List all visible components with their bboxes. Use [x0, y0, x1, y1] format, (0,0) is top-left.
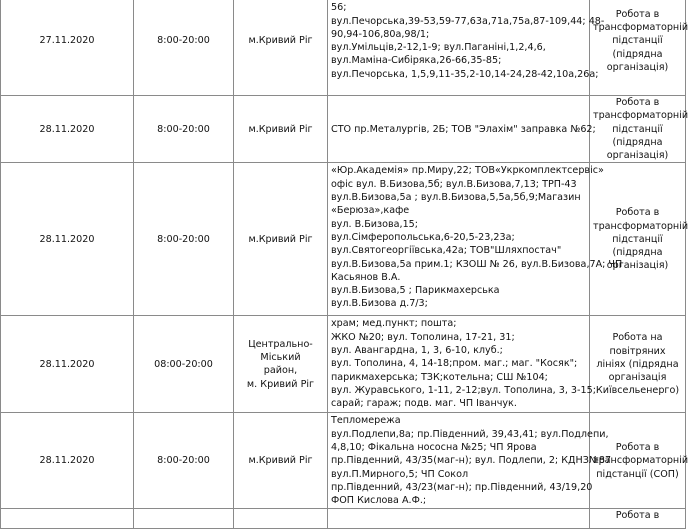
address-line: вул.П.Мирного,5; ЧП Сокол	[331, 468, 469, 480]
city-line: район,	[263, 365, 298, 377]
address-line: 90,94-106,80а,98/1;	[331, 28, 430, 40]
address-cell	[328, 509, 590, 529]
reason-line: трансформаторній	[593, 22, 688, 34]
reason-line: організація)	[606, 150, 669, 162]
time-cell	[134, 509, 234, 529]
address-line: пр.Південний, 43/35(маг-н); вул. Подлепи, 2; КДНЗ№87	[331, 455, 612, 467]
reason-line: організація)	[606, 260, 669, 272]
reason-line: Робота в	[615, 8, 660, 20]
address-line: вул.Подлепи,8а; пр.Південний, 39,43,41; вул.Подлепи,	[331, 428, 609, 440]
address-line: вул.Печорська, 1,5,9,11-35,2-10,14-24,28-42,10а,26а;	[331, 68, 599, 80]
time-cell: 8:00-20:00	[134, 96, 234, 163]
reason-cell	[590, 316, 686, 413]
table-row	[1, 316, 686, 413]
address-line: вул.Сімферопольська,6-20,5-23,23а;	[331, 231, 515, 243]
reason-line: Робота в	[615, 97, 660, 108]
address-line: сарай; гараж; подв. маг. ЧП Іванчук.	[331, 398, 517, 410]
time-cell: 8:00-20:00	[134, 413, 234, 509]
table-row	[1, 0, 686, 96]
city-cell	[234, 0, 328, 96]
address-line: ФОП Кислова А.Ф.;	[331, 495, 427, 507]
reason-line: Робота в	[615, 207, 660, 219]
reason-line: підстанції (СОП)	[596, 468, 679, 480]
date-cell: 28.11.2020	[1, 163, 134, 316]
address-line: вул.Святогеоргіївська,42а; ТОВ"Шляхпостач"	[331, 245, 562, 257]
reason-cell	[590, 163, 686, 316]
date-cell: 28.11.2020	[1, 96, 134, 163]
city-cell	[234, 163, 328, 316]
reason-line: організація	[608, 372, 667, 384]
table-row	[1, 163, 686, 316]
table-row	[1, 413, 686, 509]
address-line: вул.В.Бизова,5 ; Парикмахерська	[331, 285, 500, 297]
address-line: офіс вул. В.Бизова,5б; вул.В.Бизова,7,13; ТРП-43	[331, 178, 577, 190]
address-line: парикмахерська; ТЗК;котельна; СШ №104;	[331, 371, 548, 383]
reason-line: Київсельенерго)	[595, 385, 680, 397]
reason-line: лініях (підрядна	[596, 358, 679, 370]
city-cell	[234, 509, 328, 529]
time-cell: 8:00-20:00	[134, 163, 234, 316]
address-line: вул. В.Бизова,15;	[331, 218, 419, 230]
reason-line: підстанції (підрядна	[612, 35, 663, 60]
address-line: 4,8,10; Фікальна нососна №25; ЧП Ярова	[331, 442, 537, 454]
reason-line: підстанції (підрядна	[612, 233, 663, 259]
address-line: вул. Тополина, 4, 14-18;пром. маг.; маг. "Косяк";	[331, 358, 578, 370]
city-line: Центрально-Міський	[248, 338, 313, 364]
reason-line: трансформаторній	[593, 110, 688, 122]
time-cell: 08:00-20:00	[134, 316, 234, 413]
time-cell: 8:00-20:00	[134, 0, 234, 96]
address-line: вул.В.Бизова д.7/3;	[331, 298, 428, 310]
date-cell: 28.11.2020	[1, 413, 134, 509]
city-cell	[234, 413, 328, 509]
address-cell	[328, 96, 596, 163]
address-line: 56;	[331, 2, 347, 14]
address-cell	[328, 0, 605, 96]
reason-line: підстанції (підрядна	[612, 123, 663, 148]
address-line: СТО пр.Металургів, 2Б; ТОВ "Элахім" заправка №62;	[331, 124, 596, 136]
city-cell	[234, 96, 328, 163]
address-line: вул.В.Бизова,5а ; вул.В.Бизова,5,5а,5б,9;Магазин	[331, 192, 581, 204]
date-cell: 28.11.2020	[1, 316, 134, 413]
address-line: пр.Південний, 43/23(маг-н); пр.Південний, 43/19,20	[331, 481, 593, 493]
city-line: м.Кривий Ріг	[248, 35, 313, 47]
city-cell	[234, 316, 328, 413]
address-cell	[328, 163, 623, 316]
address-line: вул. Журавського, 1-11, 2-12;вул. Тополина, 3, 3-15;	[331, 384, 596, 396]
address-line: вул.Печорська,39-53,59-77,63а,71а,75а,87-109,44; 48-	[331, 15, 605, 27]
address-cell	[328, 316, 596, 413]
table-row	[1, 96, 686, 163]
reason-line: трансформаторній	[593, 220, 688, 232]
city-line: м.Кривий Ріг	[248, 455, 313, 467]
address-line: вул.Маміна-Сибіряка,26-66,35-85;	[331, 55, 502, 67]
reason-line: Робота в	[615, 442, 660, 454]
reason-cell	[590, 96, 686, 163]
reason-cell	[590, 509, 686, 529]
table-row	[1, 509, 686, 529]
reason-line: Робота в	[615, 510, 660, 522]
date-cell	[1, 509, 134, 529]
reason-line: трансформаторній	[593, 455, 688, 467]
date-cell: 27.11.2020	[1, 0, 134, 96]
city-line: м. Кривий Ріг	[246, 378, 315, 390]
address-line: «Берюза»,кафе	[331, 205, 410, 217]
city-line: м.Кривий Ріг	[248, 233, 313, 245]
address-line: Тепломережа	[331, 415, 401, 427]
address-cell	[328, 413, 612, 509]
schedule-body	[1, 0, 686, 529]
address-line: вул.Умільців,2-12,1-9; вул.Паганіні,1,2,4,6,	[331, 42, 546, 54]
address-line: «Юр.Академія» пр.Миру,22; ТОВ«Укркомплектсервіс»	[331, 165, 604, 177]
address-line: вул.В.Бизова,5а прим.1; КЗОШ № 26, вул.В.Бизова,7А; ЧП	[331, 258, 623, 270]
reason-cell	[590, 413, 686, 509]
reason-line: Робота на повітряних	[609, 332, 666, 357]
city-line: м.Кривий Ріг	[248, 123, 313, 135]
address-line: Касьянов В.А.	[331, 271, 401, 283]
address-line: вул. Авангардна, 1, 3, 6-10, клуб.;	[331, 345, 503, 357]
address-line: храм; мед.пункт; пошта;	[331, 318, 457, 330]
reason-cell	[590, 0, 686, 96]
address-line: ЖКО №20; вул. Тополина, 17-21, 31;	[331, 331, 515, 343]
reason-line: організація)	[606, 61, 669, 73]
